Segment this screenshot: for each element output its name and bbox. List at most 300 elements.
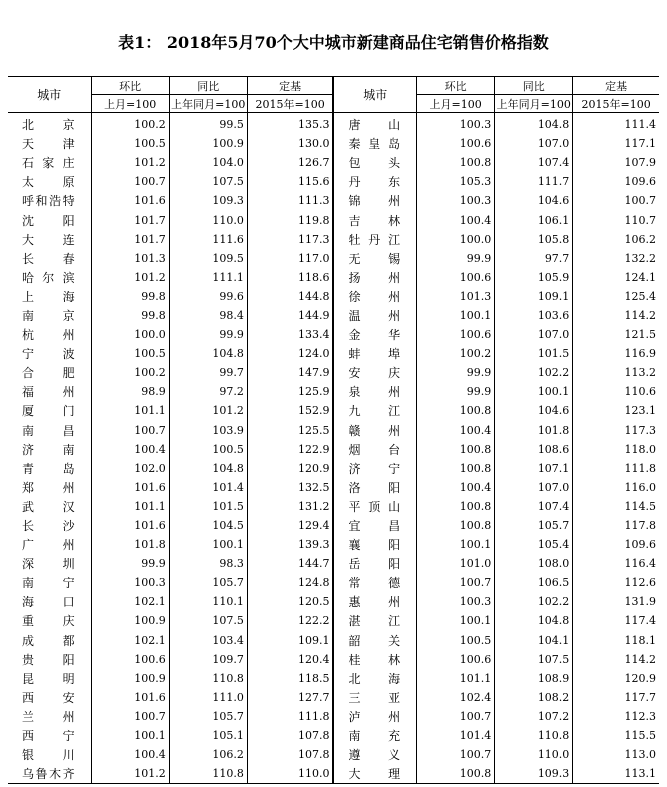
city-cell-left: 上 海	[8, 287, 91, 306]
yoy-cell-left: 99.6	[169, 287, 247, 306]
table-row	[8, 631, 659, 650]
city-cell-left: 成 都	[8, 631, 91, 650]
header-yoy-base-right: 上年同月=100	[495, 95, 573, 113]
yoy-cell-left: 103.9	[169, 421, 247, 440]
table-row	[8, 592, 659, 611]
fixed-cell-left: 133.4	[247, 325, 333, 344]
table-row	[8, 230, 659, 249]
yoy-cell-right: 107.2	[495, 707, 573, 726]
city-cell-left: 宁 波	[8, 344, 91, 363]
city-cell-left: 青 岛	[8, 459, 91, 478]
mom-cell-right: 101.4	[417, 726, 495, 745]
mom-cell-left: 101.6	[91, 478, 169, 497]
mom-cell-left: 100.1	[91, 726, 169, 745]
yoy-cell-right: 104.6	[495, 401, 573, 420]
yoy-cell-left: 110.0	[169, 210, 247, 229]
mom-cell-right: 105.3	[417, 172, 495, 191]
yoy-cell-right: 109.3	[495, 764, 573, 784]
mom-cell-right: 100.6	[417, 134, 495, 153]
fixed-cell-left: 118.5	[247, 669, 333, 688]
city-cell-right: 丹 东	[333, 172, 416, 191]
yoy-cell-left: 106.2	[169, 745, 247, 764]
city-cell-right: 锦 州	[333, 191, 416, 210]
yoy-cell-right: 110.8	[495, 726, 573, 745]
fixed-cell-left: 107.8	[247, 745, 333, 764]
table-row	[8, 113, 659, 135]
yoy-cell-right: 104.8	[495, 113, 573, 135]
yoy-cell-right: 105.7	[495, 516, 573, 535]
mom-cell-left: 101.6	[91, 516, 169, 535]
table-row	[8, 688, 659, 707]
city-cell-left: 西 安	[8, 688, 91, 707]
city-cell-left: 沈 阳	[8, 210, 91, 229]
city-cell-right: 唐 山	[333, 113, 416, 135]
fixed-cell-right: 114.2	[624, 308, 656, 322]
fixed-cell-right: 111.8	[624, 461, 656, 475]
table-row	[8, 497, 659, 516]
city-cell-right: 北 海	[333, 669, 416, 688]
city-cell-right: 平顶山	[333, 497, 416, 516]
yoy-cell-right: 104.6	[495, 191, 573, 210]
city-cell-right: 常 德	[333, 573, 416, 592]
yoy-cell-left: 110.1	[169, 592, 247, 611]
mom-cell-right: 99.9	[417, 382, 495, 401]
header-mom-base-right: 上月=100	[417, 95, 495, 113]
table-row	[8, 554, 659, 573]
city-cell-right: 三 亚	[333, 688, 416, 707]
city-cell-left: 天 津	[8, 134, 91, 153]
yoy-cell-right: 109.1	[495, 287, 573, 306]
mom-cell-left: 100.5	[91, 134, 169, 153]
city-cell-left: 哈尔滨	[8, 268, 91, 287]
city-cell-right: 包 头	[333, 153, 416, 172]
mom-cell-left: 102.1	[91, 631, 169, 650]
mom-cell-left: 100.4	[91, 745, 169, 764]
fixed-cell-left: 111.8	[247, 707, 333, 726]
yoy-cell-right: 101.8	[495, 421, 573, 440]
mom-cell-left: 100.7	[91, 172, 169, 191]
city-cell-right: 吉 林	[333, 210, 416, 229]
fixed-cell-right: 107.9	[624, 156, 656, 170]
mom-cell-right: 100.3	[417, 113, 495, 135]
table-row	[8, 440, 659, 459]
city-cell-right: 九 江	[333, 401, 416, 420]
city-cell-left: 合 肥	[8, 363, 91, 382]
fixed-cell-left: 122.2	[247, 611, 333, 630]
table-row	[8, 325, 659, 344]
yoy-cell-left: 101.4	[169, 478, 247, 497]
yoy-cell-right: 100.1	[495, 382, 573, 401]
city-cell-left: 济 南	[8, 440, 91, 459]
fixed-cell-left: 115.6	[247, 172, 333, 191]
mom-cell-left: 101.1	[91, 497, 169, 516]
table-row	[8, 726, 659, 745]
header-yoy-base-left: 上年同月=100	[169, 95, 247, 113]
mom-cell-left: 101.1	[91, 401, 169, 420]
table-row	[8, 611, 659, 630]
yoy-cell-right: 105.4	[495, 535, 573, 554]
yoy-cell-left: 110.8	[169, 669, 247, 688]
table-row	[8, 306, 659, 325]
fixed-cell-right: 113.1	[573, 764, 659, 784]
yoy-cell-right: 108.9	[495, 669, 573, 688]
mom-cell-right: 100.8	[417, 764, 495, 784]
fixed-cell-right: 117.8	[624, 519, 656, 533]
yoy-cell-right: 102.2	[495, 592, 573, 611]
mom-cell-right: 100.1	[417, 306, 495, 325]
fixed-cell-left: 117.0	[247, 249, 333, 268]
fixed-cell-right: 112.6	[624, 576, 656, 590]
city-cell-right: 泸 州	[333, 707, 416, 726]
mom-cell-left: 99.8	[91, 287, 169, 306]
table-row	[8, 478, 659, 497]
mom-cell-left: 101.2	[91, 153, 169, 172]
mom-cell-right: 100.2	[417, 344, 495, 363]
table-row	[8, 382, 659, 401]
fixed-cell-right: 116.9	[624, 347, 656, 361]
yoy-cell-left: 101.2	[169, 401, 247, 420]
fixed-cell-left: 135.3	[247, 113, 333, 135]
yoy-cell-right: 108.6	[495, 440, 573, 459]
table-row	[8, 249, 659, 268]
city-cell-right: 烟 台	[333, 440, 416, 459]
yoy-cell-right: 101.5	[495, 344, 573, 363]
mom-cell-right: 100.8	[417, 516, 495, 535]
city-cell-right: 大 理	[333, 764, 416, 784]
table-row	[8, 421, 659, 440]
city-cell-left: 西 宁	[8, 726, 91, 745]
city-cell-left: 长 沙	[8, 516, 91, 535]
city-cell-left: 乌鲁木齐	[8, 764, 91, 784]
city-cell-left: 银 川	[8, 745, 91, 764]
yoy-cell-right: 107.0	[495, 325, 573, 344]
mom-cell-left: 101.3	[91, 249, 169, 268]
mom-cell-left: 100.9	[91, 669, 169, 688]
yoy-cell-left: 105.7	[169, 573, 247, 592]
yoy-cell-right: 107.1	[495, 459, 573, 478]
yoy-cell-right: 111.7	[495, 172, 573, 191]
city-cell-left: 武 汉	[8, 497, 91, 516]
mom-cell-right: 100.6	[417, 650, 495, 669]
fixed-cell-right: 124.1	[624, 270, 656, 284]
fixed-cell-right: 123.1	[624, 404, 656, 418]
price-index-table-container	[8, 76, 659, 784]
mom-cell-right: 102.4	[417, 688, 495, 707]
city-cell-right: 赣 州	[333, 421, 416, 440]
yoy-cell-right: 106.1	[495, 210, 573, 229]
yoy-cell-right: 105.9	[495, 268, 573, 287]
yoy-cell-left: 98.3	[169, 554, 247, 573]
yoy-cell-left: 101.5	[169, 497, 247, 516]
header-fixed-left: 定基	[247, 77, 333, 95]
yoy-cell-right: 107.5	[495, 650, 573, 669]
mom-cell-left: 100.5	[91, 344, 169, 363]
city-cell-right: 温 州	[333, 306, 416, 325]
fixed-cell-left: 120.9	[247, 459, 333, 478]
city-cell-left: 北 京	[8, 113, 91, 135]
mom-cell-right: 100.7	[417, 745, 495, 764]
header-mom-right: 环比	[417, 77, 495, 95]
fixed-cell-left: 120.5	[247, 592, 333, 611]
fixed-cell-left: 125.9	[247, 382, 333, 401]
table-row	[8, 707, 659, 726]
fixed-cell-left: 107.8	[247, 726, 333, 745]
city-cell-left: 大 连	[8, 230, 91, 249]
yoy-cell-left: 111.6	[169, 230, 247, 249]
city-cell-left: 贵 阳	[8, 650, 91, 669]
yoy-cell-right: 107.4	[495, 497, 573, 516]
mom-cell-right: 100.7	[417, 573, 495, 592]
fixed-cell-left: 130.0	[247, 134, 333, 153]
table-row	[8, 210, 659, 229]
mom-cell-left: 99.8	[91, 306, 169, 325]
city-cell-left: 南 昌	[8, 421, 91, 440]
yoy-cell-left: 109.7	[169, 650, 247, 669]
mom-cell-left: 101.7	[91, 210, 169, 229]
yoy-cell-left: 104.5	[169, 516, 247, 535]
yoy-cell-left: 103.4	[169, 631, 247, 650]
mom-cell-left: 100.6	[91, 650, 169, 669]
yoy-cell-left: 109.5	[169, 249, 247, 268]
city-cell-right: 惠 州	[333, 592, 416, 611]
mom-cell-left: 98.9	[91, 382, 169, 401]
city-cell-right: 宜 昌	[333, 516, 416, 535]
yoy-cell-left: 111.1	[169, 268, 247, 287]
fixed-cell-right: 116.4	[624, 557, 656, 571]
city-cell-right: 襄 阳	[333, 535, 416, 554]
yoy-cell-right: 110.0	[495, 745, 573, 764]
mom-cell-left: 100.3	[91, 573, 169, 592]
mom-cell-right: 100.7	[417, 707, 495, 726]
yoy-cell-left: 100.1	[169, 535, 247, 554]
yoy-cell-right: 105.8	[495, 230, 573, 249]
yoy-cell-left: 104.0	[169, 153, 247, 172]
city-cell-left: 福 州	[8, 382, 91, 401]
mom-cell-left: 101.2	[91, 268, 169, 287]
city-cell-left: 昆 明	[8, 669, 91, 688]
yoy-cell-right: 108.2	[495, 688, 573, 707]
fixed-cell-left: 109.1	[247, 631, 333, 650]
fixed-cell-left: 124.0	[247, 344, 333, 363]
fixed-cell-right: 118.1	[624, 633, 656, 647]
mom-cell-right: 101.1	[417, 669, 495, 688]
mom-cell-right: 100.4	[417, 210, 495, 229]
fixed-cell-right: 113.2	[624, 366, 656, 380]
table-row	[8, 191, 659, 210]
fixed-cell-left: 144.9	[247, 306, 333, 325]
city-cell-right: 秦皇岛	[333, 134, 416, 153]
city-cell-right: 金 华	[333, 325, 416, 344]
fixed-cell-right: 116.0	[624, 480, 656, 494]
city-cell-left: 海 口	[8, 592, 91, 611]
city-cell-right: 蚌 埠	[333, 344, 416, 363]
city-cell-right: 无 锡	[333, 249, 416, 268]
fixed-cell-left: 139.3	[247, 535, 333, 554]
yoy-cell-left: 109.3	[169, 191, 247, 210]
city-cell-right: 安 庆	[333, 363, 416, 382]
mom-cell-left: 101.6	[91, 191, 169, 210]
yoy-cell-right: 103.6	[495, 306, 573, 325]
price-index-table	[8, 76, 659, 784]
mom-cell-left: 100.0	[91, 325, 169, 344]
yoy-cell-left: 107.5	[169, 611, 247, 630]
fixed-cell-left: 125.5	[247, 421, 333, 440]
fixed-cell-left: 118.6	[247, 268, 333, 287]
yoy-cell-right: 104.1	[495, 631, 573, 650]
fixed-cell-right: 118.0	[624, 442, 656, 456]
fixed-cell-right: 100.7	[624, 194, 656, 208]
table-row	[8, 650, 659, 669]
city-cell-left: 石家庄	[8, 153, 91, 172]
yoy-cell-right: 106.5	[495, 573, 573, 592]
table-row	[8, 669, 659, 688]
yoy-cell-right: 107.0	[495, 478, 573, 497]
mom-cell-left: 101.8	[91, 535, 169, 554]
yoy-cell-left: 104.8	[169, 459, 247, 478]
table-title: 表1： 2018年5月70个大中城市新建商品住宅销售价格指数	[118, 33, 549, 52]
fixed-cell-right: 113.0	[624, 748, 656, 762]
city-cell-right: 岳 阳	[333, 554, 416, 573]
mom-cell-right: 100.1	[417, 535, 495, 554]
fixed-cell-left: 131.2	[247, 497, 333, 516]
yoy-cell-left: 105.7	[169, 707, 247, 726]
table-row	[8, 573, 659, 592]
mom-cell-right: 99.9	[417, 363, 495, 382]
fixed-cell-right: 106.2	[624, 232, 656, 246]
city-cell-left: 深 圳	[8, 554, 91, 573]
table-row	[8, 764, 659, 784]
yoy-cell-right: 97.7	[495, 249, 573, 268]
mom-cell-left: 100.7	[91, 421, 169, 440]
yoy-cell-right: 104.8	[495, 611, 573, 630]
table-row	[8, 268, 659, 287]
header-city-left: 城市	[8, 77, 91, 113]
table-row	[8, 172, 659, 191]
city-cell-left: 太 原	[8, 172, 91, 191]
fixed-cell-left: 132.5	[247, 478, 333, 497]
fixed-cell-right: 117.4	[624, 614, 656, 628]
table-body	[8, 113, 659, 784]
yoy-cell-right: 107.0	[495, 134, 573, 153]
fixed-cell-left: 122.9	[247, 440, 333, 459]
mom-cell-left: 100.2	[91, 363, 169, 382]
mom-cell-left: 100.7	[91, 707, 169, 726]
fixed-cell-right: 132.2	[624, 251, 656, 265]
header-mom-left: 环比	[91, 77, 169, 95]
yoy-cell-left: 100.9	[169, 134, 247, 153]
fixed-cell-left: 144.8	[247, 287, 333, 306]
fixed-cell-right: 114.5	[624, 499, 656, 513]
mom-cell-right: 101.0	[417, 554, 495, 573]
yoy-cell-left: 111.0	[169, 688, 247, 707]
fixed-cell-left: 126.7	[247, 153, 333, 172]
city-cell-right: 洛 阳	[333, 478, 416, 497]
fixed-cell-right: 131.9	[624, 595, 656, 609]
mom-cell-right: 100.1	[417, 611, 495, 630]
city-cell-left: 南 京	[8, 306, 91, 325]
mom-cell-right: 100.5	[417, 631, 495, 650]
yoy-cell-left: 104.8	[169, 344, 247, 363]
mom-cell-right: 100.8	[417, 440, 495, 459]
fixed-cell-right: 117.7	[624, 690, 656, 704]
mom-cell-left: 100.2	[91, 113, 169, 135]
city-cell-right: 扬 州	[333, 268, 416, 287]
mom-cell-right: 100.6	[417, 268, 495, 287]
yoy-cell-right: 107.4	[495, 153, 573, 172]
fixed-cell-left: 124.8	[247, 573, 333, 592]
city-cell-left: 杭 州	[8, 325, 91, 344]
fixed-cell-right: 125.4	[624, 289, 656, 303]
table-row	[8, 363, 659, 382]
fixed-cell-right: 109.6	[624, 538, 656, 552]
fixed-cell-right: 120.9	[624, 671, 656, 685]
header-yoy-left: 同比	[169, 77, 247, 95]
mom-cell-right: 100.8	[417, 153, 495, 172]
header-mom-base-left: 上月=100	[91, 95, 169, 113]
mom-cell-right: 101.3	[417, 287, 495, 306]
mom-cell-left: 101.2	[91, 764, 169, 784]
table-row	[8, 535, 659, 554]
table-row	[8, 287, 659, 306]
city-cell-left: 厦 门	[8, 401, 91, 420]
fixed-cell-left: 117.3	[247, 230, 333, 249]
mom-cell-left: 100.4	[91, 440, 169, 459]
table-header	[8, 77, 659, 113]
header-yoy-right: 同比	[495, 77, 573, 95]
city-cell-left: 呼和浩特	[8, 191, 91, 210]
city-cell-right: 桂 林	[333, 650, 416, 669]
mom-cell-right: 100.8	[417, 497, 495, 516]
fixed-cell-right: 117.1	[624, 137, 656, 151]
table-row	[8, 745, 659, 764]
fixed-cell-right: 121.5	[624, 328, 656, 342]
city-cell-right: 牡丹江	[333, 230, 416, 249]
mom-cell-right: 100.8	[417, 459, 495, 478]
city-cell-right: 南 充	[333, 726, 416, 745]
fixed-cell-right: 110.6	[624, 385, 656, 399]
city-cell-left: 南 宁	[8, 573, 91, 592]
yoy-cell-left: 107.5	[169, 172, 247, 191]
fixed-cell-right: 109.6	[624, 175, 656, 189]
yoy-cell-right: 102.2	[495, 363, 573, 382]
city-cell-left: 重 庆	[8, 611, 91, 630]
mom-cell-left: 101.6	[91, 688, 169, 707]
table-row	[8, 344, 659, 363]
fixed-cell-right: 111.4	[624, 118, 656, 132]
table-row	[8, 401, 659, 420]
city-cell-left: 广 州	[8, 535, 91, 554]
mom-cell-right: 100.4	[417, 478, 495, 497]
yoy-cell-left: 100.5	[169, 440, 247, 459]
header-city-right: 城市	[333, 77, 416, 113]
mom-cell-left: 100.9	[91, 611, 169, 630]
fixed-cell-left: 147.9	[247, 363, 333, 382]
city-cell-right: 韶 关	[333, 631, 416, 650]
table-row	[8, 134, 659, 153]
mom-cell-left: 99.9	[91, 554, 169, 573]
city-cell-right: 泉 州	[333, 382, 416, 401]
mom-cell-right: 99.9	[417, 249, 495, 268]
mom-cell-left: 102.1	[91, 592, 169, 611]
fixed-cell-left: 119.8	[247, 210, 333, 229]
mom-cell-right: 100.3	[417, 592, 495, 611]
mom-cell-right: 100.6	[417, 325, 495, 344]
fixed-cell-right: 115.5	[624, 729, 656, 743]
city-cell-right: 济 宁	[333, 459, 416, 478]
fixed-cell-left: 120.4	[247, 650, 333, 669]
city-cell-left: 兰 州	[8, 707, 91, 726]
city-cell-left: 长 春	[8, 249, 91, 268]
